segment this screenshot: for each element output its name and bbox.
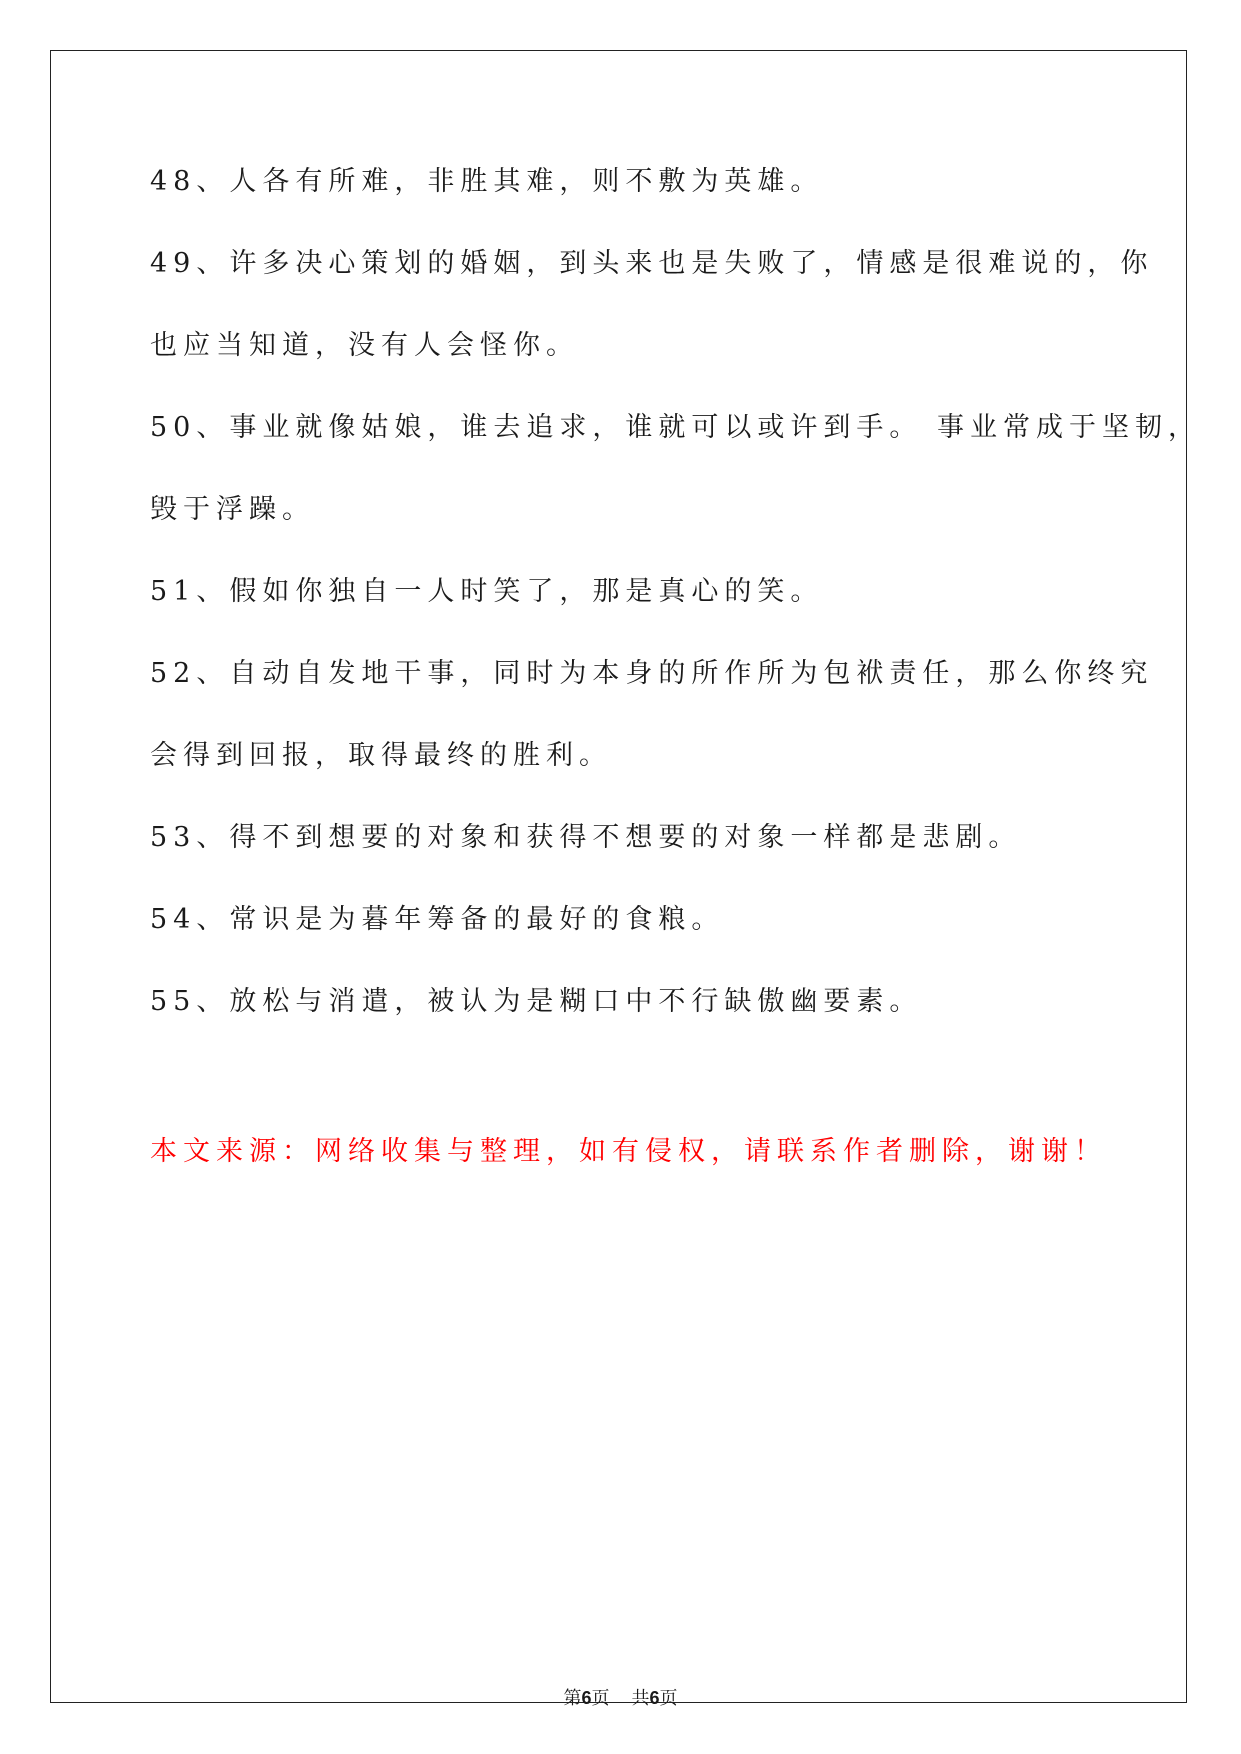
- page-suffix: 页: [591, 1688, 610, 1709]
- source-note: 本文来源：网络收集与整理，如有侵权，请联系作者删除，谢谢！: [150, 1136, 1107, 1167]
- text-line: 52、自动自发地干事，同时为本身的所作所为包袱责任，那么你终究: [150, 658, 1154, 689]
- text-line: 51、假如你独自一人时笑了，那是真心的笑。: [150, 576, 824, 607]
- text-line: 毁于浮躁。: [150, 494, 315, 525]
- document-body: [150, 160, 1201, 1062]
- total-prefix: 共: [631, 1688, 650, 1709]
- page-current: 6: [581, 1688, 592, 1708]
- text-line: 55、放松与消遣，被认为是糊口中不行缺傲幽要素。: [150, 986, 923, 1017]
- text-line: 49、许多决心策划的婚姻，到头来也是失败了，情感是很难说的，你: [150, 248, 1154, 279]
- total-suffix: 页: [659, 1688, 678, 1709]
- text-line: 54、常识是为暮年筹备的最好的食粮。: [150, 904, 725, 935]
- text-line: 会得到回报，取得最终的胜利。: [150, 740, 612, 771]
- page-footer: [0, 1686, 1241, 1711]
- text-line: 也应当知道，没有人会怪你。: [150, 330, 579, 361]
- page-total: 6: [649, 1688, 660, 1708]
- page-prefix: 第: [563, 1688, 582, 1709]
- text-line: 50、事业就像姑娘，谁去追求，谁就可以或许到手。 事业常成于坚韧，: [150, 412, 1201, 443]
- text-line: 53、得不到想要的对象和获得不想要的对象一样都是悲剧。: [150, 822, 1022, 853]
- text-line: 48、人各有所难，非胜其难，则不敷为英雄。: [150, 166, 824, 197]
